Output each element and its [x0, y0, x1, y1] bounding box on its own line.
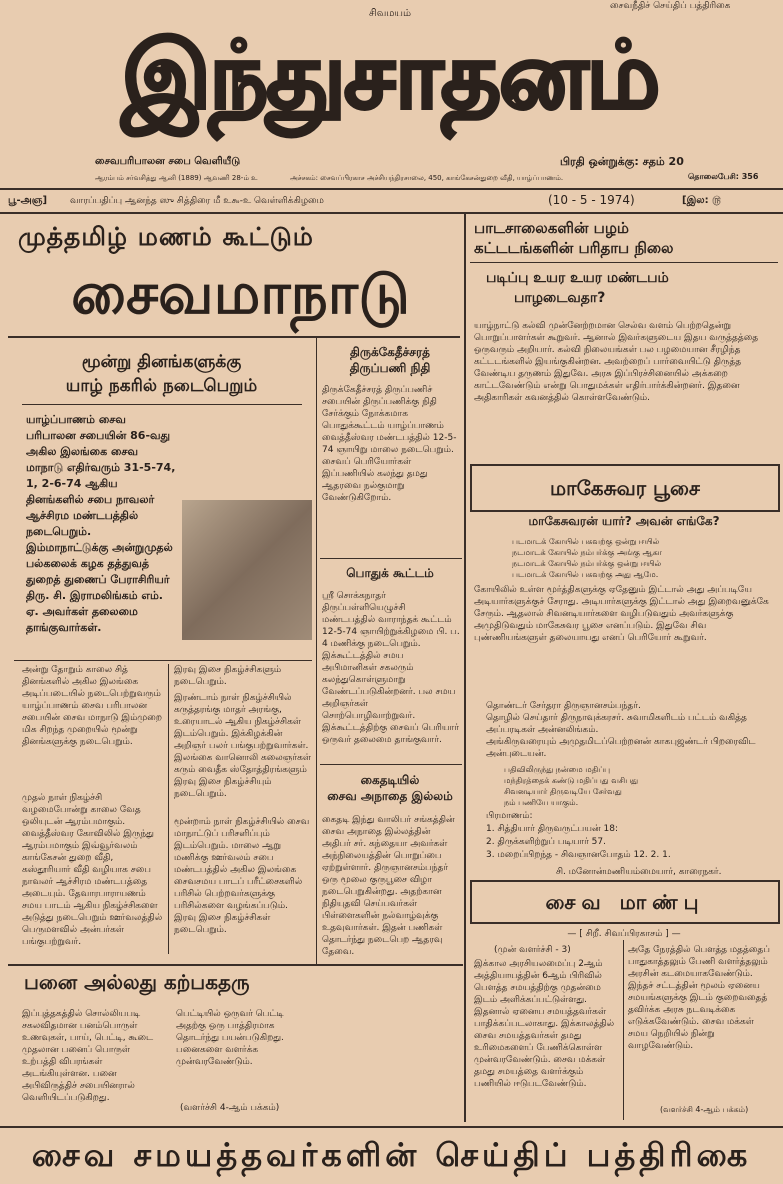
saint-line: அங்கிருவரையும் அமுதமிடப்பெற்றனன் காகபுஜண்டர் பிறரைவிட அன்புடையன்.	[486, 737, 756, 759]
kalpa-title: பனை அல்லது கற்பகதரு	[24, 970, 250, 994]
verse2-line: பதிவிலிருந்து நன்மை மதிப்பு	[504, 765, 611, 774]
fund-title1: திருக்கேதீச்சரத்	[350, 345, 430, 359]
maheswara-title-box	[470, 464, 780, 512]
lead-col2a: இரவு இசை நிகழ்ச்சிகளும் நடைபெறும்.	[174, 665, 282, 687]
verse2-line: சிவனடியார் திருவடியே சேர்வது	[504, 787, 622, 796]
chairman-photo	[182, 500, 312, 640]
saint-line: தொழில் செய்தார் திருநாவுக்கரசர். சுவாமிகளிடம் பட்டம் வகித்த அப்பரடிகள் அன்னலிங்கம்.	[486, 713, 747, 735]
lead-intro: யாழ்ப்பாணம் சைவ பரிபாலன சபையின் 86-வது அகில இலங்கை சைவ மாநாடு எதிர்வரும் 31-5-74, 1, 2-6-74 ஆகிய தினங்களில் சபை நாவலர் ஆச்சிரம மண்டபத்தில் நடைபெறும். இம்மாநாட்டுக்கு அன்றுமுதல் பல்கலைக் கழக தத்துவத் துறைத் துணைப் பேராசிரியர் திரு. சி. இராமலிங்கம் எம். ஏ. அவர்கள் தலைமை தாங்குவார்கள்.	[26, 413, 176, 634]
lead-sub2: யாழ் நகரில் நடைபெறும்	[65, 376, 258, 396]
schools-title2: கட்டடங்களின் பரிதாப நிலை	[474, 239, 674, 257]
volume: பூ-அஞ]	[8, 195, 48, 206]
refs-head: பிரமாணம்:	[486, 811, 533, 821]
schools-header	[474, 218, 774, 258]
schools-body: யாழ்நாட்டு கல்வி முன்னேற்றமான செல்வ வளம் பெற்றதென்று பொறுப்பாளர்கள் கூறுவர். ஆனால் இவர்களுடைய இதய வருத்தத்தை ஒருவரும் அறியார். கல்வி நிலையங்கள் பல பழமையான சீரழிந்த கட்டடங்களில் இயங்குகின்றன. அவற்றைப் பார்வையிட்டு திருத்த வேண்டிய தருணம் இதுவே. அரசு இப்பிரச்சினையில் அக்கறை காட்டவேண்டும் என்று பொதுமக்கள் எதிர்பார்க்கின்றனர். இதனை அதிகாரிகள் கவனத்தில் கொள்ளவேண்டும்.	[474, 321, 759, 403]
masthead	[60, 8, 720, 136]
verse2-line: மந்திரத்தைக் கண்டு மதிப்பது வசிபது	[504, 776, 639, 785]
lead-col1a: அன்று தோறும் காலை சித் தினங்களில் அகில இலங்கை அடிப்படையில் நடைபெற்றுவரும் யாழ்ப்பாணம் சைவ பரிபாலன சபையின் சைவ மாநாடு இம்முறை மிக சிறந்த முறையில் மூன்று தினங்களுக்கு நடைபெறும்.	[22, 665, 162, 747]
saiva-manbu-author: — [ சிறீ. சிவப்பிரகாசம் ] —	[567, 929, 681, 939]
publisher: சைவபரிபாலன சபை வெளியீடு	[95, 156, 241, 167]
footer-banner: சைவ சமயத்தவர்களின் செய்திப் பத்திரிகை	[31, 1136, 752, 1174]
orphan-title1: கைதடியில்	[360, 773, 420, 787]
lead-kicker: முத்தமிழ் மணம் கூட்டும்	[18, 222, 314, 251]
press: அச்சகம்: சைவப்பிரகாச அச்சியந்திரசாலை, 450, காங்கேசன்துறை வீதி, யாழ்ப்பாணம்.	[290, 174, 564, 182]
orphan-body: கைதடி இந்து வாலிபர் சங்கத்தின் சைவ அநாதை இல்லத்தின் அதிபர் சர். கந்தையா அவர்கள் அந்நிலையத்தின் பொறுப்பை ஏற்றுள்ளார். திருஞானசம்பந்தர் ஒரு மூலை குருபூசை விழா நடைபெறுகின்றது. அதற்கான நிதியுதவி செய்பவர்கள் பிள்ளைகளின் நல்வாழ்வுக்கு உதவுவார்கள். இதன் பணிகள் தொடர்ந்து நடைபெற ஆதரவு தேவை.	[322, 815, 455, 957]
maheswara-author: சி. மனோன்மணியம்மையார், காரைநகர்.	[556, 867, 722, 877]
phone: தொலைபேசி: 356	[688, 172, 759, 181]
dateline-text: வாரப்பதிப்பு ஆனந்த ஸு சித்திரை மீ உ௯-உ வெள்ளிக்கிழமை	[70, 196, 324, 206]
maheswara-question: மாகேசுவரன் யார்? அவன் எங்கே?	[528, 514, 720, 528]
kalpa-cont: (வளர்ச்சி 4-ஆம் பக்கம்)	[180, 1103, 280, 1113]
schools-sub1: படிப்பு உயர உயர மண்டபம்	[486, 270, 669, 286]
saiva-manbu-title-box	[470, 880, 780, 924]
date: (10 - 5 - 1974)	[548, 193, 635, 207]
top-right-banner: சைவநீதிச் செய்திப் பத்திரிகை	[610, 1, 731, 11]
kalpa-body1: இப்புத்தகத்தில் சொல்லியபடி சகலவிதமான பனம்பொருள் உணவுகள், பாய், பெட்டி, கூடை முதலான பனைப் பொருள் உற்பத்தி விபரங்கள் அடங்கியுள்ளன. பனை அபிவிருத்திச் சபையினரால் வெளியிடப்படுகிறது.	[22, 1009, 154, 1103]
maheswara-verse	[512, 536, 772, 580]
verse-line: படமாடக் கோயில் பகவற்கு அது ஆமே.	[512, 570, 659, 579]
meeting-title: பொதுக் கூட்டம்	[346, 566, 434, 580]
orphan-title2: சைவ அநாதை இல்லம்	[327, 789, 453, 803]
verse-line: நடமாடக் கோயில் நம்பர்க்கு ஒன்று ஈயில்	[512, 559, 662, 568]
verse-line: நடமாடக் கோயில் நம்பர்க்கு அங்கு ஆகா	[512, 548, 662, 557]
lead-subhead	[14, 350, 309, 398]
saiva-manbu-more: (வளர்ச்சி 4-ஆம் பக்கம்)	[660, 1105, 749, 1114]
meeting-body: ஸ்ரீ சொக்கநாதர் திருப்பள்ளியெழுச்சி மண்டபத்தில் வாராந்தக் கூட்டம் 12-5-74 ஞாயிற்றுக்கிழமை பி. ப. 4 மணிக்கு நடைபெறும். இக்கூட்டத்தில் சமய அபிமானிகள் சகலரும் கலந்துகொள்ளுமாறு வேண்டப்படுகின்றனர். பல சமய அறிஞர்கள் சொற்பொழிவாற்றுவர். இக்கூட்டத்திற்கு சைவப் பெரியார் ஒருவர் தலைமை தாங்குவார்.	[322, 591, 460, 745]
maheswara-title: மாகேசுவர பூசை	[550, 476, 700, 500]
saiva-manbu-col2: அதே நேரத்தில் பௌத்த மதத்தைப் பாதுகாத்தலும் பேணி வளர்த்தலும் அரசின் கடமையாகவேண்டும். இந்தச் சட்டத்தின் மூலம் ஏனைய சமயங்களுக்கு இடம் குறைவதைத் தவிர்க்க அரசு நடவடிக்கை எடுக்கவேண்டும். சைவ மக்கள் சமய நெறியில் நின்று வாழவேண்டும்.	[628, 945, 770, 1051]
masthead-title: இந்துசாதனம்	[121, 21, 659, 129]
ref-line: 2. திருக்களிற்றுப் படியார் 57.	[486, 837, 606, 847]
fund-header	[320, 344, 460, 376]
lead-col2b: இரண்டாம் நாள் நிகழ்ச்சியில் கருத்தரங்கு மாதர் அரங்கு, உரையாடல் ஆகிய நிகழ்ச்சிகள் இடம்பெறும். இக்கிழக்கின் அறிஞர் பலர் பங்குபற்றுவார்கள். இலங்கை வானொலி கலைஞர்கள் கரும் வைதீக ஸ்தோத்திரங்களும் இரவு இசை நிகழ்ச்சியும் நடைபெறும்.	[174, 693, 312, 799]
ref-line: 1. சித்தியார் திருவருட்பயன் 18:	[486, 824, 619, 834]
saiva-manbu-col1: இக்கால அரசியலமைப்பு 2ஆம் அத்தியாயத்தின் 6ஆம் பிரிவில் பௌத்த சமயத்திற்கு முதன்மை இடம் அளிக்கப்பட்டுள்ளது. இதனால் ஏனைய சமயத்தவர்கள் பாதிக்கப்படலாகாது. இக்காலத்தில் சைவ சமயத்தவர்கள் தமது உரிமைகளைப் பேணிக்கொள்ள முன்வரவேண்டும். சைவ மக்கள் தமது சமயத்தை வளர்க்கும் பணியில் ஈடுபடவேண்டும்.	[474, 959, 615, 1089]
fund-body: திருக்கேதீச்சரத் திருப்பணிச் சபையின் திருப்பணிக்கு நிதி சேர்க்கும் நோக்கமாக பொதுக்கூட்டம் யாழ்ப்பாணம் வைத்தீஸ்வர மண்டபத்தில் 12-5-74 ஞாயிறு மாலை நடைபெறும். சைவப் பெரியோர்கள் இப்பணியில் கலந்து தமது ஆதரவை நல்குமாறு வேண்டுகிறோம்.	[322, 385, 457, 503]
lead-col1b: முதல் நாள் நிகழ்ச்சி வழமைபோன்று காலை வேத ஒலியுடன் ஆரம்பமாகும். வைத்தீஸ்வர கோவிலில் இருந்து ஆரம்பமாகும் இவ்வூர்வலம் காங்கேசன் துறை வீதி, கஸ்தூரியார் வீதி வழியாக சபை நாவலர் ஆச்சிரம மண்டபத்தை அடையும். தேவாரபாராயணம் சமய பாடம் ஆகிய நிகழ்ச்சிகளை அடுத்து நடைபெறும் ஊர்வலத்தில் பெருமளவில் அன்பர்கள் பங்குபற்றுவர்.	[22, 793, 163, 947]
kalpa-body2: பெட்டியில் ஒருவர் பெட்டி அதற்கு ஒரு பாத்திரமாக தொடர்ந்து பயன்படுகிறது. பனைகளை வளர்க்க முன்வரவேண்டும்.	[176, 1009, 284, 1067]
fund-title2: திருப்பணி நிதி	[349, 361, 431, 375]
maheswara-body: கோயிலில் உள்ள மூர்த்திகளுக்கு ஏதேனும் இட்டால் அது அப்படியே அடியார்களுக்குச் சேராது. அடியார்களுக்கு இட்டால் அது இறைவனுக்கே சேரும். ஆதலால் சிவனடியார்களை வழிபடுவதும் அவர்களுக்கு அமுதிடுவதும் மாகேசுவர பூசை எனப்படும். இதுவே சிவ புண்ணியங்களுள் தலையாயது எனப் பெரியோர் கூறுவர்.	[474, 585, 769, 643]
schools-sub2: பாழடைவதா?	[514, 290, 606, 306]
lead-title: சைவமாநாடு	[71, 259, 410, 327]
maheswara-refs	[486, 810, 776, 862]
verse2-line: நம் பணியே யாகும்.	[504, 798, 579, 807]
verse-line: படமாடக் கோயில் பகவற்கு ஒன்று ஈயில்	[512, 537, 660, 546]
maheswara-verse2	[504, 764, 774, 808]
ref-line: 3. மறைப்பிறந்த - சிவஞானபோதம் 12. 2. 1.	[486, 850, 671, 860]
founded: ஆரம்பம் சர்வசித்து ஆனி (1889) ஆவணி 28-ம் உ	[95, 174, 258, 182]
lead-col2c: மூன்றாம் நாள் நிகழ்ச்சியில் சைவ மாநாட்டுப் பரிசளிப்பும் இடம்பெறும். மாலை ஆறு மணிக்கு ஊர்வலம் சபை மண்டபத்தில் அகில இலங்கை சைவசமய பாடப் பரீட்சைகளில் பரிசில் பெற்றவர்களுக்கு பரிசில்களை வழங்கப்படும். இரவு இசை நிகழ்ச்சிகள் நடைபெறும்.	[174, 817, 310, 935]
issue: [இல: ௫	[682, 195, 721, 206]
saiva-manbu-title: சைவ மாண்பு	[545, 890, 705, 914]
schools-subhead	[486, 268, 669, 308]
schools-title1: பாடசாலைகளின் பழம்	[474, 219, 629, 237]
saiva-manbu-cont: (முன் வளர்ச்சி - 3)	[494, 945, 571, 955]
lead-sub1: மூன்று தினங்களுக்கு	[81, 352, 242, 372]
orphan-header	[320, 772, 460, 804]
saint-line: தொண்டர் சேர்தரா திருஞானசம்பந்தர்.	[486, 701, 641, 711]
price: பிரதி ஒன்றுக்கு: சதம் 20	[560, 155, 684, 168]
masthead-small: சிவமயம்	[368, 8, 412, 19]
maheswara-saints	[486, 700, 776, 762]
